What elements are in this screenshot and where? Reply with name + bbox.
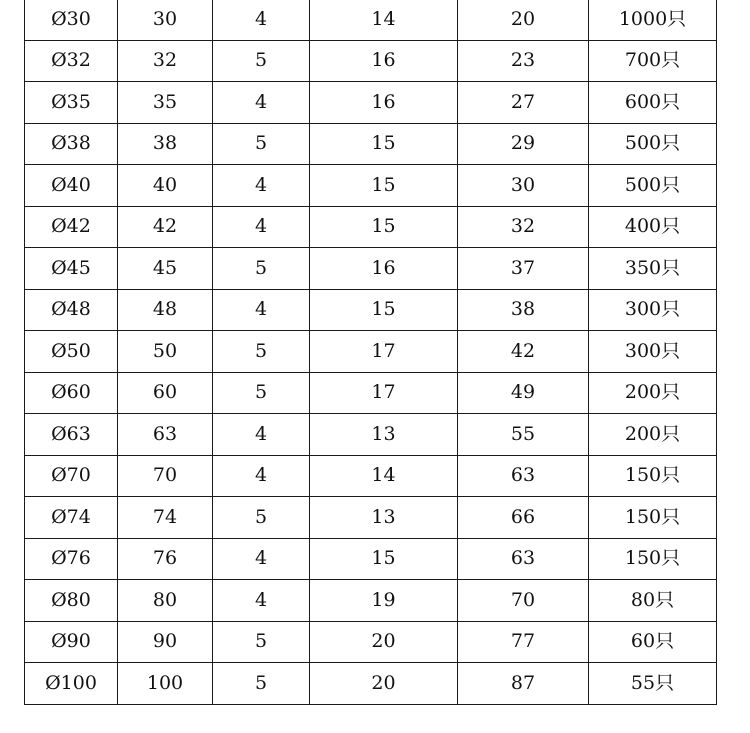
diameter-cell: 35 [118, 82, 213, 124]
table-row [25, 82, 717, 124]
diameter-cell: 100 [118, 663, 213, 705]
diameter-cell: 60 [118, 372, 213, 414]
inner-cell: 30 [458, 165, 589, 207]
thickness-cell: 5 [213, 497, 310, 539]
thickness-cell: 4 [213, 289, 310, 331]
diameter-cell: 48 [118, 289, 213, 331]
diameter-cell: 32 [118, 40, 213, 82]
size-cell: Ø38 [25, 123, 118, 165]
quantity-cell: 700只 [589, 40, 717, 82]
height-cell: 15 [310, 165, 458, 207]
height-cell: 14 [310, 455, 458, 497]
size-cell: Ø32 [25, 40, 118, 82]
inner-cell: 27 [458, 82, 589, 124]
inner-cell: 66 [458, 497, 589, 539]
thickness-cell: 5 [213, 123, 310, 165]
inner-cell: 29 [458, 123, 589, 165]
quantity-cell: 300只 [589, 331, 717, 373]
size-cell: Ø100 [25, 663, 118, 705]
height-cell: 15 [310, 538, 458, 580]
table-row [25, 289, 717, 331]
table-row [25, 331, 717, 373]
thickness-cell: 5 [213, 40, 310, 82]
inner-cell: 37 [458, 248, 589, 290]
quantity-cell: 200只 [589, 372, 717, 414]
thickness-cell: 5 [213, 372, 310, 414]
diameter-cell: 50 [118, 331, 213, 373]
quantity-cell: 200只 [589, 414, 717, 456]
diameter-cell: 30 [118, 0, 213, 40]
table-row [25, 455, 717, 497]
inner-cell: 63 [458, 538, 589, 580]
height-cell: 13 [310, 497, 458, 539]
diameter-cell: 90 [118, 621, 213, 663]
quantity-cell: 150只 [589, 455, 717, 497]
quantity-cell: 1000只 [589, 0, 717, 40]
thickness-cell: 4 [213, 580, 310, 622]
height-cell: 15 [310, 123, 458, 165]
diameter-cell: 42 [118, 206, 213, 248]
height-cell: 16 [310, 40, 458, 82]
size-cell: Ø74 [25, 497, 118, 539]
height-cell: 13 [310, 414, 458, 456]
diameter-cell: 70 [118, 455, 213, 497]
size-cell: Ø30 [25, 0, 118, 40]
table-row [25, 621, 717, 663]
inner-cell: 55 [458, 414, 589, 456]
size-cell: Ø48 [25, 289, 118, 331]
table-row [25, 248, 717, 290]
diameter-cell: 74 [118, 497, 213, 539]
size-cell: Ø42 [25, 206, 118, 248]
thickness-cell: 5 [213, 621, 310, 663]
diameter-cell: 63 [118, 414, 213, 456]
diameter-cell: 45 [118, 248, 213, 290]
inner-cell: 70 [458, 580, 589, 622]
height-cell: 20 [310, 663, 458, 705]
table-row [25, 538, 717, 580]
table-row [25, 165, 717, 207]
table-row [25, 372, 717, 414]
table-body [25, 0, 717, 704]
quantity-cell: 150只 [589, 538, 717, 580]
inner-cell: 77 [458, 621, 589, 663]
thickness-cell: 4 [213, 206, 310, 248]
quantity-cell: 500只 [589, 123, 717, 165]
quantity-cell: 55只 [589, 663, 717, 705]
quantity-cell: 500只 [589, 165, 717, 207]
height-cell: 20 [310, 621, 458, 663]
thickness-cell: 5 [213, 248, 310, 290]
table-row [25, 663, 717, 705]
height-cell: 17 [310, 331, 458, 373]
quantity-cell: 300只 [589, 289, 717, 331]
size-cell: Ø45 [25, 248, 118, 290]
inner-cell: 87 [458, 663, 589, 705]
table-row [25, 580, 717, 622]
inner-cell: 42 [458, 331, 589, 373]
height-cell: 15 [310, 289, 458, 331]
thickness-cell: 4 [213, 0, 310, 40]
size-cell: Ø76 [25, 538, 118, 580]
size-cell: Ø35 [25, 82, 118, 124]
table-row [25, 497, 717, 539]
inner-cell: 63 [458, 455, 589, 497]
size-cell: Ø50 [25, 331, 118, 373]
table-row [25, 414, 717, 456]
height-cell: 17 [310, 372, 458, 414]
quantity-cell: 150只 [589, 497, 717, 539]
diameter-cell: 80 [118, 580, 213, 622]
quantity-cell: 60只 [589, 621, 717, 663]
diameter-cell: 40 [118, 165, 213, 207]
thickness-cell: 4 [213, 82, 310, 124]
diameter-cell: 38 [118, 123, 213, 165]
size-cell: Ø80 [25, 580, 118, 622]
thickness-cell: 5 [213, 663, 310, 705]
inner-cell: 23 [458, 40, 589, 82]
inner-cell: 32 [458, 206, 589, 248]
table-row [25, 123, 717, 165]
quantity-cell: 600只 [589, 82, 717, 124]
quantity-cell: 80只 [589, 580, 717, 622]
height-cell: 19 [310, 580, 458, 622]
height-cell: 16 [310, 248, 458, 290]
table-row [25, 0, 717, 40]
quantity-cell: 350只 [589, 248, 717, 290]
size-cell: Ø40 [25, 165, 118, 207]
thickness-cell: 4 [213, 538, 310, 580]
quantity-cell: 400只 [589, 206, 717, 248]
thickness-cell: 4 [213, 455, 310, 497]
thickness-cell: 5 [213, 331, 310, 373]
inner-cell: 49 [458, 372, 589, 414]
height-cell: 15 [310, 206, 458, 248]
size-cell: Ø70 [25, 455, 118, 497]
table-row [25, 206, 717, 248]
size-cell: Ø63 [25, 414, 118, 456]
table-row [25, 40, 717, 82]
inner-cell: 20 [458, 0, 589, 40]
size-cell: Ø60 [25, 372, 118, 414]
spec-table [24, 0, 717, 705]
thickness-cell: 4 [213, 165, 310, 207]
diameter-cell: 76 [118, 538, 213, 580]
size-cell: Ø90 [25, 621, 118, 663]
height-cell: 16 [310, 82, 458, 124]
height-cell: 14 [310, 0, 458, 40]
thickness-cell: 4 [213, 414, 310, 456]
inner-cell: 38 [458, 289, 589, 331]
